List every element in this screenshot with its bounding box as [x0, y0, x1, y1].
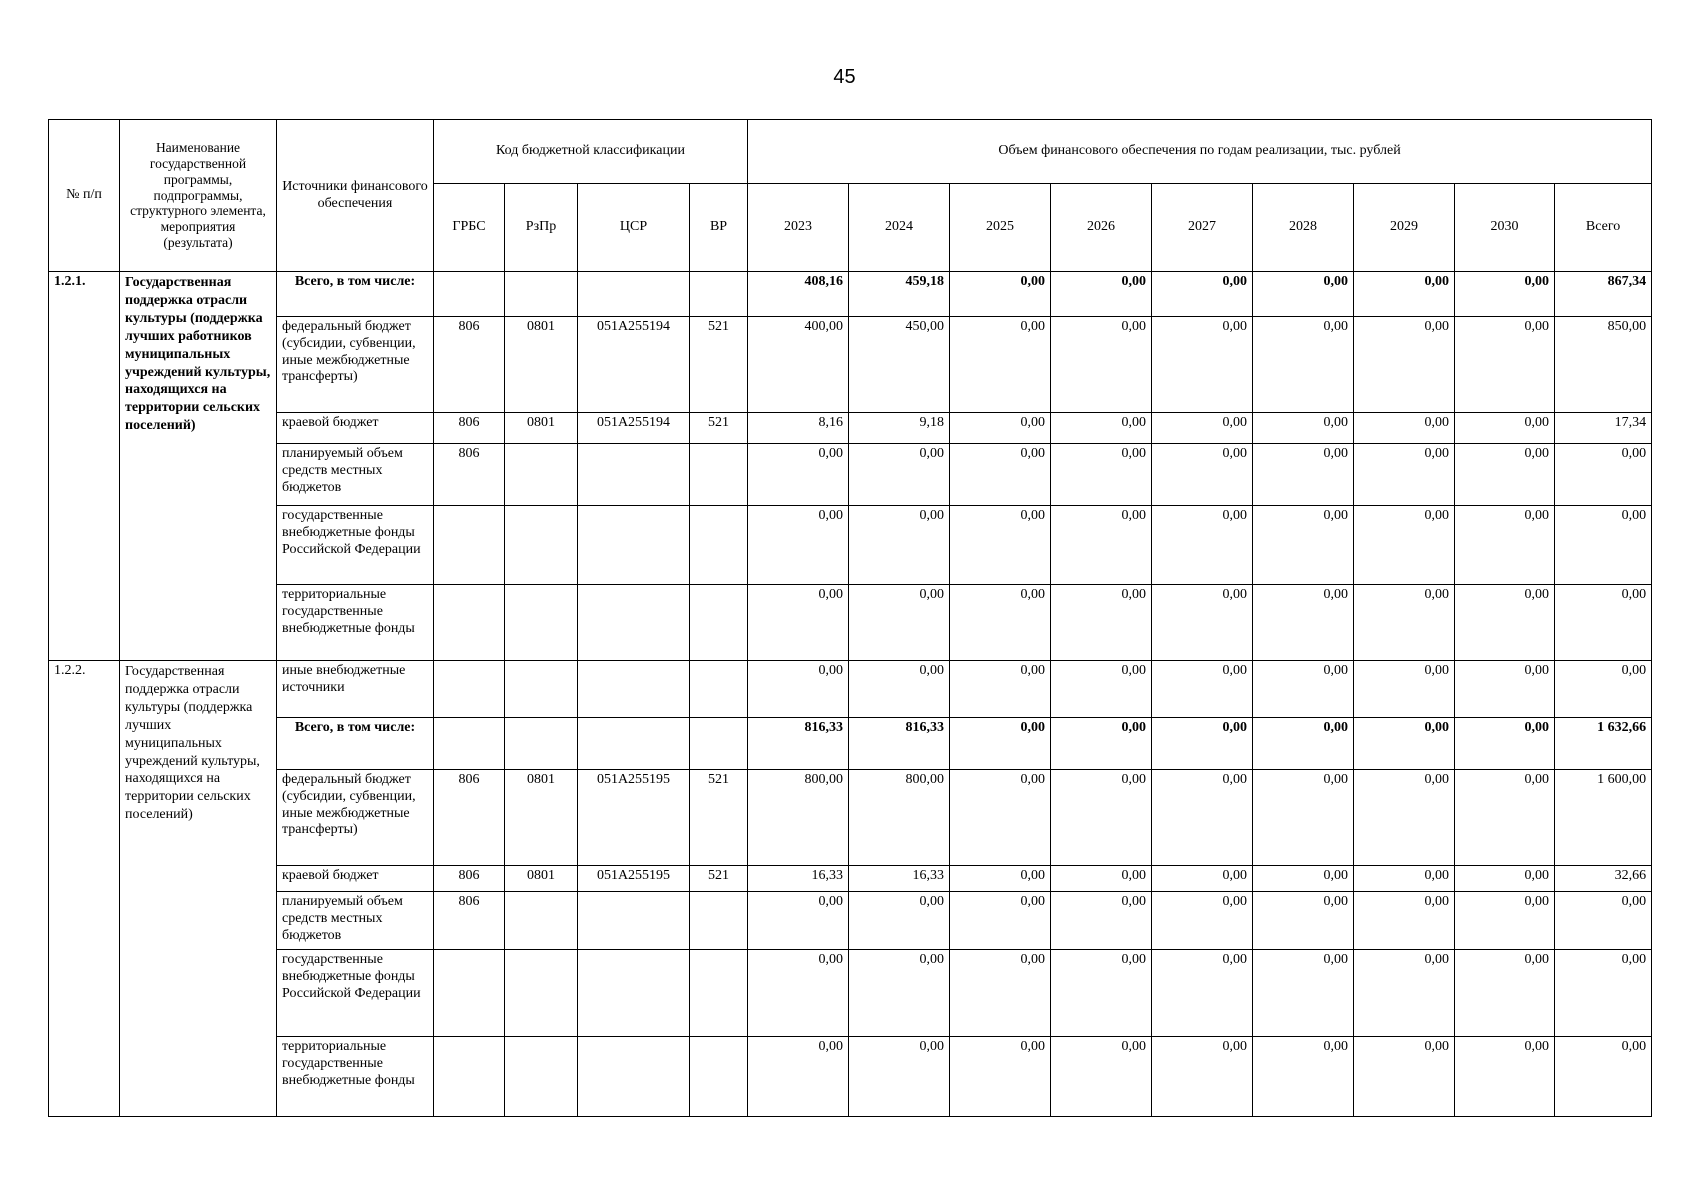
amount-2026: 0,00 [1051, 770, 1152, 866]
amount-2029: 0,00 [1354, 506, 1455, 585]
amount-2030: 0,00 [1455, 413, 1555, 444]
code-rzpr [505, 1037, 578, 1117]
code-csr [578, 718, 690, 770]
code-vr: 521 [690, 317, 748, 413]
amount-2027: 0,00 [1152, 1037, 1253, 1117]
code-rzpr [505, 444, 578, 506]
amount-2026: 0,00 [1051, 506, 1152, 585]
code-csr [578, 585, 690, 661]
amount-2025: 0,00 [950, 1037, 1051, 1117]
code-grbs [434, 1037, 505, 1117]
header-year-2027: 2027 [1152, 184, 1253, 272]
code-rzpr: 0801 [505, 770, 578, 866]
code-csr: 051А255195 [578, 770, 690, 866]
code-rzpr [505, 272, 578, 317]
code-rzpr [505, 661, 578, 718]
amount-2028: 0,00 [1253, 444, 1354, 506]
amount-total: 0,00 [1555, 585, 1652, 661]
amount-2028: 0,00 [1253, 892, 1354, 950]
section-name: Государственная поддержка отрасли культуры (поддержка лучших работников муниципальных учреждений культуры, находящихся на территории сельских поселений) [120, 272, 277, 661]
amount-2028: 0,00 [1253, 950, 1354, 1037]
table-row [49, 950, 1652, 1037]
amount-2023: 0,00 [748, 506, 849, 585]
amount-total: 0,00 [1555, 892, 1652, 950]
amount-2025: 0,00 [950, 413, 1051, 444]
amount-total: 17,34 [1555, 413, 1652, 444]
code-vr [690, 444, 748, 506]
code-grbs [434, 506, 505, 585]
code-vr [690, 661, 748, 718]
amount-2027: 0,00 [1152, 413, 1253, 444]
amount-2026: 0,00 [1051, 661, 1152, 718]
amount-2027: 0,00 [1152, 950, 1253, 1037]
amount-2023: 400,00 [748, 317, 849, 413]
amount-2025: 0,00 [950, 770, 1051, 866]
amount-2029: 0,00 [1354, 770, 1455, 866]
amount-2028: 0,00 [1253, 317, 1354, 413]
amount-2028: 0,00 [1253, 661, 1354, 718]
amount-2028: 0,00 [1253, 585, 1354, 661]
amount-total: 867,34 [1555, 272, 1652, 317]
amount-2024: 0,00 [849, 585, 950, 661]
code-grbs [434, 661, 505, 718]
section-name: Государственная поддержка отрасли культуры (поддержка лучших муниципальных учреждений культуры, находящихся на территории сельских поселений) [120, 661, 277, 1117]
code-rzpr [505, 585, 578, 661]
funding-source: территориальные государственные внебюджетные фонды [277, 1037, 434, 1117]
amount-2023: 0,00 [748, 585, 849, 661]
code-vr [690, 585, 748, 661]
header-name: Наименование государственной программы, подпрограммы, структурного элемента, мероприятия (результата) [120, 120, 277, 272]
amount-2029: 0,00 [1354, 272, 1455, 317]
header-source: Источники финансового обеспечения [277, 120, 434, 272]
code-vr [690, 718, 748, 770]
amount-2030: 0,00 [1455, 272, 1555, 317]
funding-source: государственные внебюджетные фонды Российской Федерации [277, 950, 434, 1037]
amount-total: 0,00 [1555, 950, 1652, 1037]
table-row-total [49, 718, 1652, 770]
code-grbs [434, 585, 505, 661]
amount-2030: 0,00 [1455, 1037, 1555, 1117]
amount-2023: 8,16 [748, 413, 849, 444]
amount-2023: 0,00 [748, 444, 849, 506]
header-csr: ЦСР [578, 184, 690, 272]
header-year-2024: 2024 [849, 184, 950, 272]
amount-2028: 0,00 [1253, 866, 1354, 892]
page-number: 45 [833, 66, 856, 88]
section-number: 1.2.2. [49, 661, 120, 1117]
code-vr: 521 [690, 866, 748, 892]
amount-2027: 0,00 [1152, 718, 1253, 770]
amount-2024: 800,00 [849, 770, 950, 866]
table-row [49, 661, 1652, 718]
amount-2026: 0,00 [1051, 718, 1152, 770]
amount-2023: 0,00 [748, 892, 849, 950]
amount-2025: 0,00 [950, 272, 1051, 317]
amount-2027: 0,00 [1152, 892, 1253, 950]
amount-2030: 0,00 [1455, 661, 1555, 718]
header-grbs: ГРБС [434, 184, 505, 272]
code-grbs: 806 [434, 317, 505, 413]
amount-2026: 0,00 [1051, 866, 1152, 892]
table-row [49, 866, 1652, 892]
table-row [49, 317, 1652, 413]
table-row-total [49, 272, 1652, 317]
table-row [49, 444, 1652, 506]
code-grbs [434, 950, 505, 1037]
amount-2025: 0,00 [950, 317, 1051, 413]
code-grbs: 806 [434, 892, 505, 950]
funding-source: Всего, в том числе: [277, 718, 434, 770]
amount-2025: 0,00 [950, 718, 1051, 770]
table-row [49, 770, 1652, 866]
code-csr: 051А255194 [578, 413, 690, 444]
amount-2025: 0,00 [950, 892, 1051, 950]
header-vr: ВР [690, 184, 748, 272]
amount-2026: 0,00 [1051, 413, 1152, 444]
amount-2024: 0,00 [849, 1037, 950, 1117]
amount-2029: 0,00 [1354, 444, 1455, 506]
funding-source: планируемый объем средств местных бюджетов [277, 444, 434, 506]
amount-2029: 0,00 [1354, 317, 1455, 413]
amount-2023: 800,00 [748, 770, 849, 866]
amount-2026: 0,00 [1051, 892, 1152, 950]
code-grbs: 806 [434, 770, 505, 866]
amount-2023: 16,33 [748, 866, 849, 892]
amount-2030: 0,00 [1455, 770, 1555, 866]
section-number: 1.2.1. [49, 272, 120, 661]
amount-2030: 0,00 [1455, 866, 1555, 892]
header-volume: Объем финансового обеспечения по годам реализации, тыс. рублей [748, 120, 1652, 184]
amount-total: 1 632,66 [1555, 718, 1652, 770]
amount-total: 0,00 [1555, 444, 1652, 506]
amount-2025: 0,00 [950, 866, 1051, 892]
table-row [49, 413, 1652, 444]
code-grbs: 806 [434, 413, 505, 444]
amount-2024: 450,00 [849, 317, 950, 413]
amount-total: 32,66 [1555, 866, 1652, 892]
amount-2027: 0,00 [1152, 444, 1253, 506]
amount-total: 0,00 [1555, 1037, 1652, 1117]
amount-2028: 0,00 [1253, 272, 1354, 317]
header-year-2028: 2028 [1253, 184, 1354, 272]
amount-total: 0,00 [1555, 506, 1652, 585]
amount-2025: 0,00 [950, 661, 1051, 718]
amount-2027: 0,00 [1152, 585, 1253, 661]
code-csr [578, 506, 690, 585]
amount-2023: 0,00 [748, 950, 849, 1037]
amount-2025: 0,00 [950, 950, 1051, 1037]
amount-2023: 0,00 [748, 1037, 849, 1117]
amount-2023: 0,00 [748, 661, 849, 718]
amount-2029: 0,00 [1354, 892, 1455, 950]
amount-2027: 0,00 [1152, 866, 1253, 892]
amount-2026: 0,00 [1051, 950, 1152, 1037]
amount-2023: 816,33 [748, 718, 849, 770]
amount-total: 1 600,00 [1555, 770, 1652, 866]
header-year-2023: 2023 [748, 184, 849, 272]
amount-2024: 9,18 [849, 413, 950, 444]
amount-2029: 0,00 [1354, 661, 1455, 718]
amount-2024: 0,00 [849, 661, 950, 718]
amount-2028: 0,00 [1253, 1037, 1354, 1117]
code-csr: 051А255195 [578, 866, 690, 892]
table-row [49, 585, 1652, 661]
funding-source: федеральный бюджет (субсидии, субвенции, иные межбюджетные трансферты) [277, 770, 434, 866]
code-vr [690, 892, 748, 950]
funding-source: государственные внебюджетные фонды Российской Федерации [277, 506, 434, 585]
amount-2024: 0,00 [849, 444, 950, 506]
code-csr [578, 1037, 690, 1117]
amount-2030: 0,00 [1455, 718, 1555, 770]
amount-2027: 0,00 [1152, 506, 1253, 585]
amount-2027: 0,00 [1152, 317, 1253, 413]
code-grbs: 806 [434, 444, 505, 506]
table-row [49, 1037, 1652, 1117]
code-vr [690, 950, 748, 1037]
amount-2030: 0,00 [1455, 444, 1555, 506]
amount-2024: 0,00 [849, 892, 950, 950]
code-rzpr: 0801 [505, 866, 578, 892]
code-rzpr [505, 892, 578, 950]
amount-2029: 0,00 [1354, 866, 1455, 892]
code-vr [690, 1037, 748, 1117]
amount-2028: 0,00 [1253, 770, 1354, 866]
header-year-2029: 2029 [1354, 184, 1455, 272]
amount-2026: 0,00 [1051, 585, 1152, 661]
funding-source: территориальные государственные внебюджетные фонды [277, 585, 434, 661]
header-year-2026: 2026 [1051, 184, 1152, 272]
amount-2027: 0,00 [1152, 272, 1253, 317]
code-vr [690, 506, 748, 585]
code-csr: 051А255194 [578, 317, 690, 413]
amount-2030: 0,00 [1455, 950, 1555, 1037]
table-row [49, 506, 1652, 585]
code-rzpr [505, 506, 578, 585]
code-vr [690, 272, 748, 317]
amount-2030: 0,00 [1455, 892, 1555, 950]
code-rzpr [505, 718, 578, 770]
code-grbs [434, 272, 505, 317]
header-num: № п/п [49, 120, 120, 272]
header-row-1 [49, 120, 1652, 184]
header-kbk: Код бюджетной классификации [434, 120, 748, 184]
amount-2026: 0,00 [1051, 1037, 1152, 1117]
header-total: Всего [1555, 184, 1652, 272]
amount-2024: 459,18 [849, 272, 950, 317]
code-rzpr: 0801 [505, 413, 578, 444]
amount-2030: 0,00 [1455, 506, 1555, 585]
amount-2025: 0,00 [950, 444, 1051, 506]
funding-source: краевой бюджет [277, 413, 434, 444]
amount-2029: 0,00 [1354, 1037, 1455, 1117]
funding-source: иные внебюджетные источники [277, 661, 434, 718]
financing-table [48, 119, 1652, 1117]
amount-2026: 0,00 [1051, 444, 1152, 506]
header-rzpr: РзПр [505, 184, 578, 272]
code-csr [578, 950, 690, 1037]
code-csr [578, 444, 690, 506]
amount-2028: 0,00 [1253, 718, 1354, 770]
amount-total: 0,00 [1555, 661, 1652, 718]
header-year-2030: 2030 [1455, 184, 1555, 272]
amount-2024: 0,00 [849, 506, 950, 585]
amount-2023: 408,16 [748, 272, 849, 317]
amount-2027: 0,00 [1152, 661, 1253, 718]
amount-2029: 0,00 [1354, 950, 1455, 1037]
code-vr: 521 [690, 770, 748, 866]
table-row [49, 892, 1652, 950]
amount-2025: 0,00 [950, 585, 1051, 661]
amount-2026: 0,00 [1051, 317, 1152, 413]
amount-2030: 0,00 [1455, 317, 1555, 413]
amount-total: 850,00 [1555, 317, 1652, 413]
amount-2026: 0,00 [1051, 272, 1152, 317]
code-rzpr [505, 950, 578, 1037]
code-csr [578, 272, 690, 317]
amount-2029: 0,00 [1354, 585, 1455, 661]
amount-2024: 816,33 [849, 718, 950, 770]
funding-source: планируемый объем средств местных бюджетов [277, 892, 434, 950]
code-rzpr: 0801 [505, 317, 578, 413]
amount-2025: 0,00 [950, 506, 1051, 585]
code-csr [578, 892, 690, 950]
funding-source: краевой бюджет [277, 866, 434, 892]
amount-2029: 0,00 [1354, 413, 1455, 444]
amount-2024: 0,00 [849, 950, 950, 1037]
funding-source: федеральный бюджет (субсидии, субвенции, иные межбюджетные трансферты) [277, 317, 434, 413]
amount-2028: 0,00 [1253, 413, 1354, 444]
header-year-2025: 2025 [950, 184, 1051, 272]
code-grbs: 806 [434, 866, 505, 892]
amount-2030: 0,00 [1455, 585, 1555, 661]
funding-source: Всего, в том числе: [277, 272, 434, 317]
code-csr [578, 661, 690, 718]
amount-2027: 0,00 [1152, 770, 1253, 866]
amount-2024: 16,33 [849, 866, 950, 892]
amount-2028: 0,00 [1253, 506, 1354, 585]
amount-2029: 0,00 [1354, 718, 1455, 770]
code-grbs [434, 718, 505, 770]
code-vr: 521 [690, 413, 748, 444]
table-body [49, 272, 1652, 1117]
